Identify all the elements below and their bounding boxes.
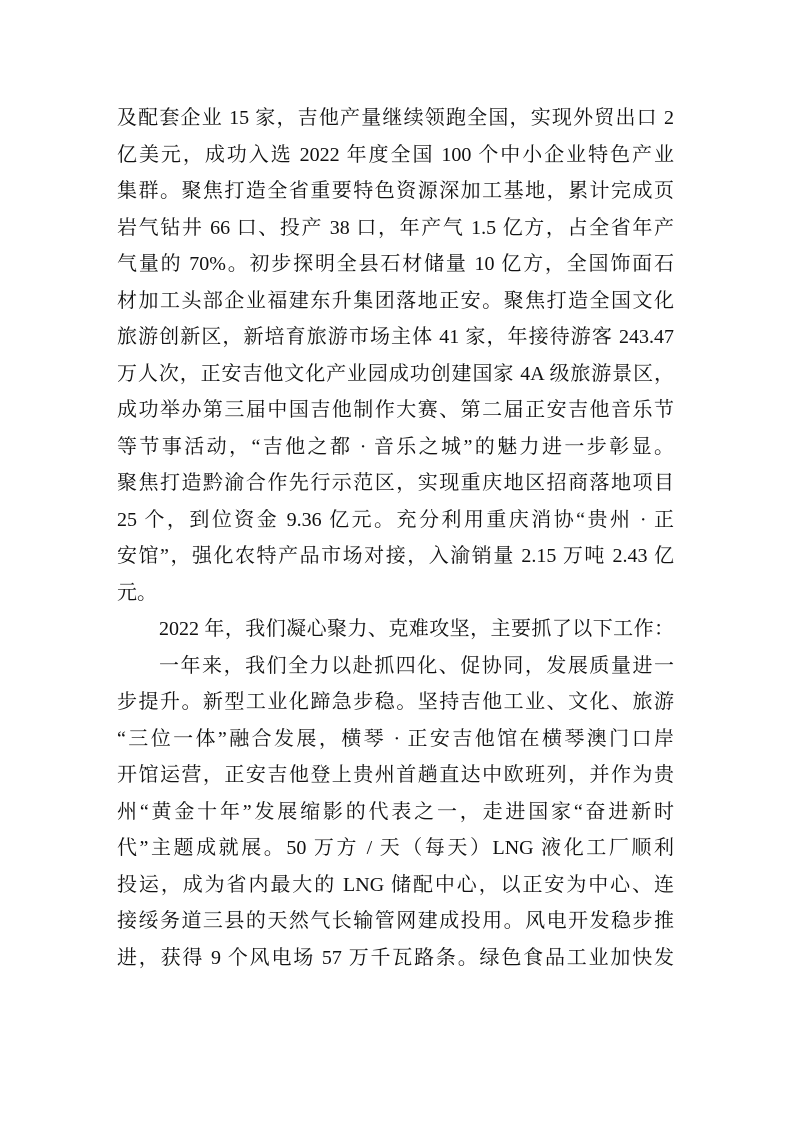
text-line: 接绥务道三县的天然气长输管网建成投用。风电开发稳步推 xyxy=(117,910,674,932)
text-line: 开馆运营，正安吉他登上贵州首趟直达中欧班列，并作为贵 xyxy=(117,764,674,786)
text-line: 2022 年，我们凝心聚力、克难攻坚，主要抓了以下工作： xyxy=(159,618,674,640)
text-line: 集群。聚焦打造全省重要特色资源深加工基地，累计完成页 xyxy=(117,180,674,202)
text-line: 材加工头部企业福建东升集团落地正安。聚焦打造全国文化 xyxy=(117,289,674,312)
text-line: 一年来，我们全力以赴抓四化、促协同，发展质量进一 xyxy=(159,654,674,677)
text-line: 等节事活动，“吉他之都 · 音乐之城”的魅力进一步彰显。 xyxy=(117,435,674,458)
text-line: 元。 xyxy=(117,581,157,604)
text-line: 旅游创新区，新培育旅游市场主体 41 家，年接待游客 243.47 xyxy=(117,326,674,348)
text-line: 安馆”，强化农特产品市场对接，入渝销量 2.15 万吨 2.43 亿 xyxy=(117,545,674,567)
text-line: 进，获得 9 个风电场 57 万千瓦路条。绿色食品工业加快发 xyxy=(117,946,674,969)
text-line: “三位一体”融合发展，横琴 · 正安吉他馆在横琴澳门口岸 xyxy=(117,727,674,750)
text-line: 及配套企业 15 家，吉他产量继续领跑全国，实现外贸出口 2 xyxy=(117,107,674,129)
text-line: 岩气钻井 66 口、投产 38 口，年产气 1.5 亿方，占全省年产 xyxy=(117,216,674,239)
text-line: 州“黄金十年”发展缩影的代表之一，走进国家“奋进新时 xyxy=(117,800,674,823)
document-body xyxy=(117,100,674,976)
text-line: 成功举办第三届中国吉他制作大赛、第二届正安吉他音乐节 xyxy=(117,399,674,421)
text-line: 亿美元，成功入选 2022 年度全国 100 个中小企业特色产业 xyxy=(117,143,674,166)
text-line: 投运，成为省内最大的 LNG 储配中心，以正安为中心、连 xyxy=(117,873,674,896)
text-line: 聚焦打造黔渝合作先行示范区，实现重庆地区招商落地项目 xyxy=(117,472,674,494)
paragraph xyxy=(117,648,674,977)
text-line: 步提升。新型工业化蹄急步稳。坚持吉他工业、文化、旅游 xyxy=(117,691,674,713)
text-line: 气量的 70%。初步探明全县石材储量 10 亿方，全国饰面石 xyxy=(117,253,674,275)
text-line: 25 个，到位资金 9.36 亿元。充分利用重庆消协“贵州 · 正 xyxy=(117,508,674,531)
text-line: 万人次，正安吉他文化产业园成功创建国家 4A 级旅游景区， xyxy=(117,362,674,385)
paragraph xyxy=(117,611,674,648)
text-line: 代”主题成就展。50 万方 / 天（每天）LNG 液化工厂顺利 xyxy=(117,837,674,859)
paragraph xyxy=(117,100,674,611)
